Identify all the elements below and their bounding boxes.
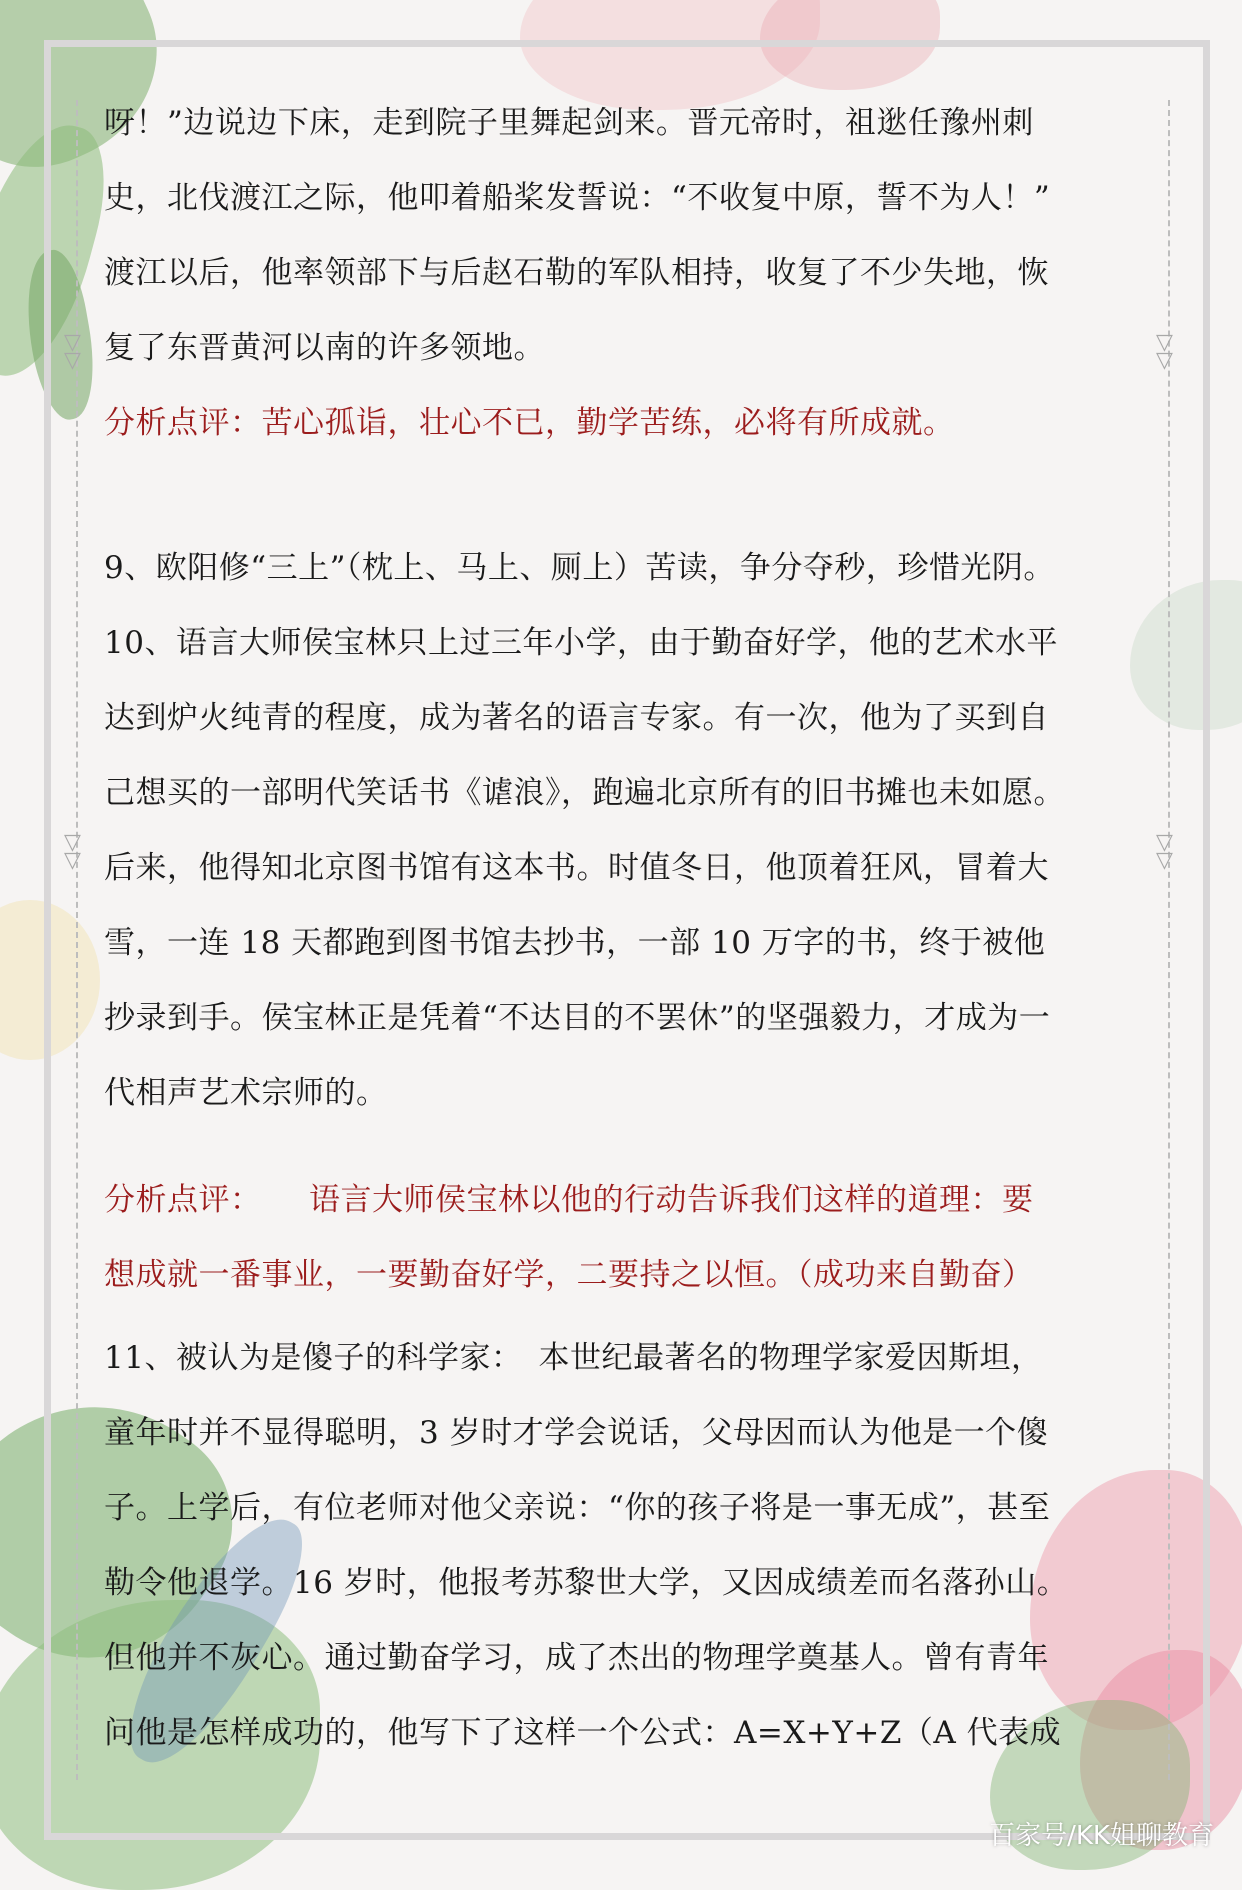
text-line: 后来，他得知北京图书馆有这本书。时值冬日，他顶着狂风，冒着大 bbox=[104, 850, 1049, 886]
triangle-marker-icon: ▽ ▽ bbox=[1156, 830, 1173, 873]
text-line: 10、语言大师侯宝林只上过三年小学，由于勤奋好学，他的艺术水平 bbox=[104, 625, 1058, 661]
text-line: 但他并不灰心。通过勤奋学习，成了杰出的物理学奠基人。曾有青年 bbox=[104, 1640, 1049, 1676]
text-line: 9、欧阳修“三上”（枕上、马上、厕上）苦读，争分夺秒，珍惜光阴。 bbox=[104, 550, 1055, 586]
text-line: 童年时并不显得聪明，3 岁时才学会说话，父母因而认为他是一个傻 bbox=[104, 1415, 1049, 1451]
text-line: 代相声艺术宗师的。 bbox=[104, 1075, 388, 1111]
triangle-marker-icon: ▽ ▽ bbox=[1156, 330, 1173, 373]
text-line: 己想买的一部明代笑话书《谑浪》，跑遍北京所有的旧书摊也未如愿。 bbox=[104, 775, 1065, 811]
watermark: 百家号/KK姐聊教育 bbox=[989, 1821, 1214, 1851]
text-line: 史，北伐渡江之际，他叩着船桨发誓说：“不收复中原，誓不为人！” bbox=[104, 180, 1051, 216]
analysis-comment: 分析点评： 语言大师侯宝林以他的行动告诉我们这样的道理：要 bbox=[104, 1182, 1034, 1218]
text-line: 抄录到手。侯宝林正是凭着“不达目的不罢休”的坚强毅力，才成为一 bbox=[104, 1000, 1051, 1036]
text-line: 渡江以后，他率领部下与后赵石勒的军队相持，收复了不少失地，恢 bbox=[104, 255, 1049, 291]
text-line: 勒令他退学。16 岁时，他报考苏黎世大学，又因成绩差而名落孙山。 bbox=[104, 1565, 1069, 1601]
triangle-marker-icon: ▽ ▽ bbox=[64, 830, 81, 873]
analysis-comment: 想成就一番事业，一要勤奋好学，二要持之以恒。（成功来自勤奋） bbox=[104, 1257, 1034, 1293]
triangle-marker-icon: ▽ ▽ bbox=[64, 330, 81, 373]
spacer bbox=[104, 1313, 1114, 1321]
text-line: 问他是怎样成功的，他写下了这样一个公式：A=X+Y+Z（A 代表成 bbox=[104, 1715, 1062, 1751]
spacer bbox=[104, 461, 1114, 531]
text-line: 复了东晋黄河以南的许多领地。 bbox=[104, 330, 545, 366]
text-line: 达到炉火纯青的程度，成为著名的语言专家。有一次，他为了买到自 bbox=[104, 700, 1049, 736]
text-line: 11、被认为是傻子的科学家： 本世纪最著名的物理学家爱因斯坦， bbox=[104, 1340, 1043, 1376]
article-body bbox=[104, 86, 1114, 1771]
analysis-comment: 分析点评：苦心孤诣，壮心不已，勤学苦练，必将有所成就。 bbox=[104, 405, 955, 441]
text-line: 呀！”边说边下床，走到院子里舞起剑来。晋元帝时，祖逖任豫州刺 bbox=[104, 105, 1034, 141]
text-line: 子。上学后，有位老师对他父亲说：“你的孩子将是一事无成”，甚至 bbox=[104, 1490, 1051, 1526]
spacer bbox=[104, 1131, 1114, 1163]
text-line: 雪，一连 18 天都跑到图书馆去抄书，一部 10 万字的书，终于被他 bbox=[104, 925, 1046, 961]
